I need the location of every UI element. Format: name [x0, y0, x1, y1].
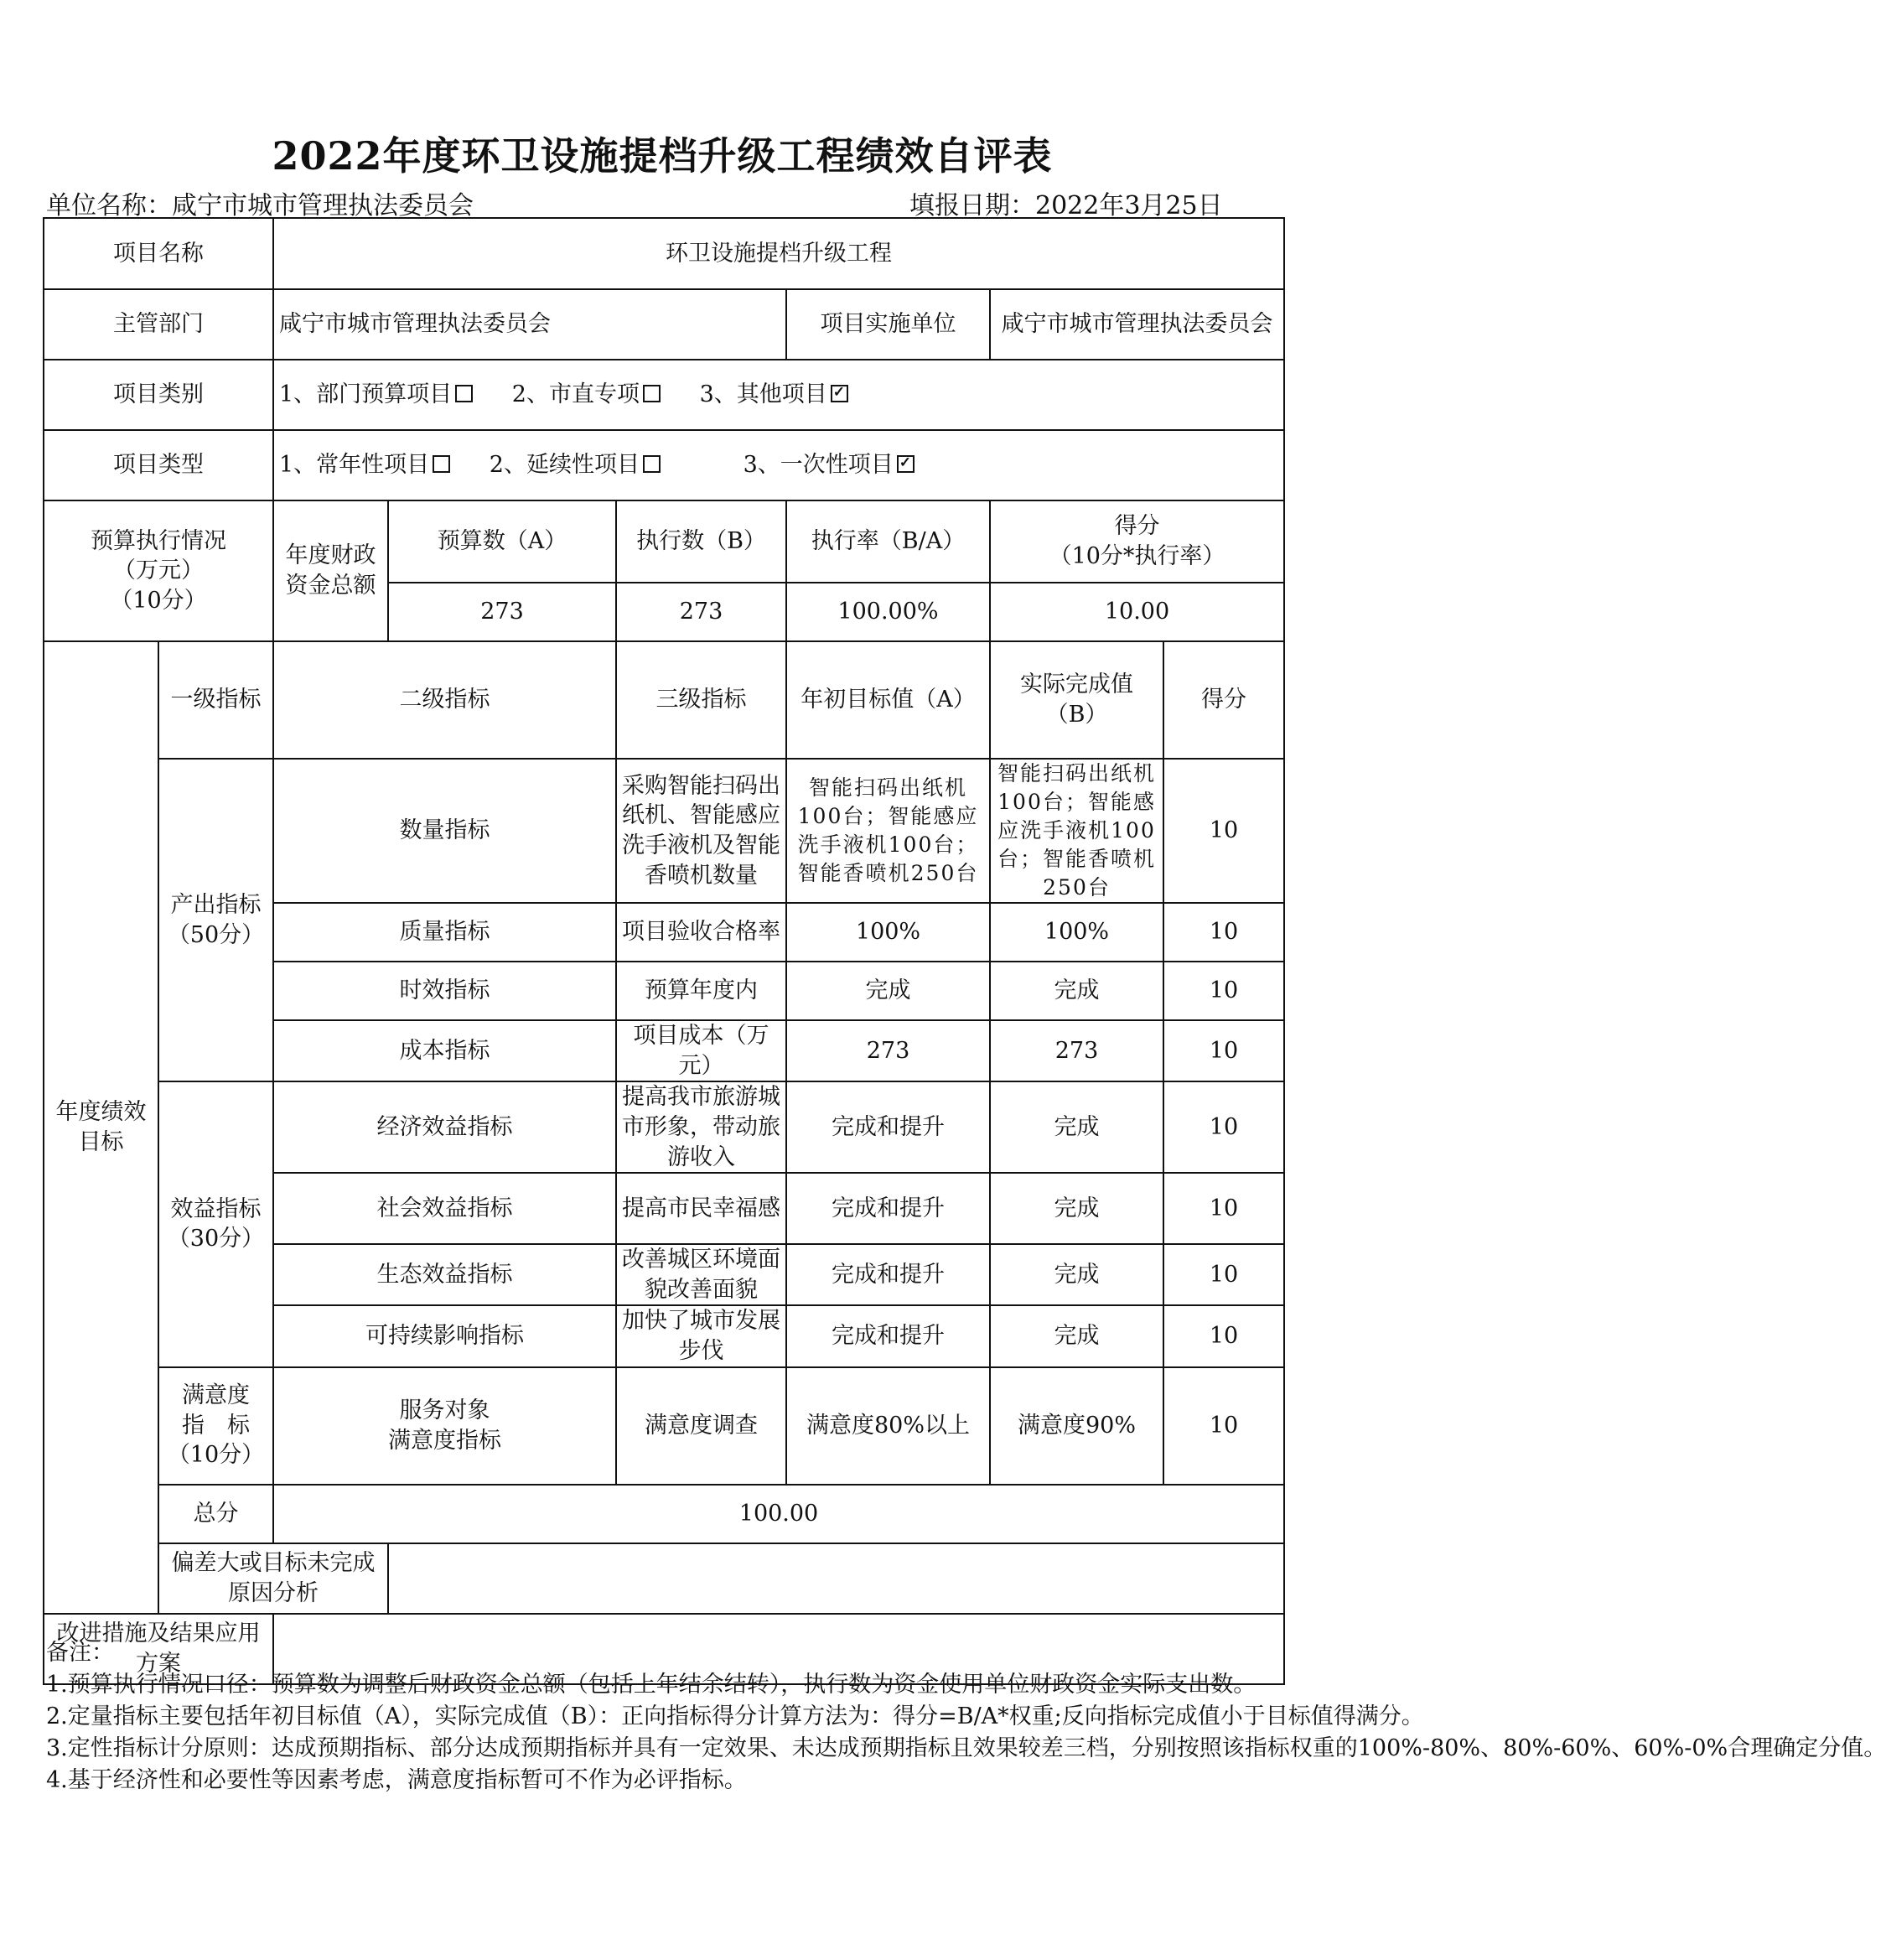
actual-cell: 100%: [990, 903, 1163, 962]
benefit-label-line2: （30分）: [167, 1226, 265, 1252]
satis-label-line1: 满意度: [182, 1382, 250, 1409]
checkbox-checked-icon: [831, 385, 848, 402]
level2-cell: 质量指标: [273, 903, 616, 962]
level3-cell: 提高市民幸福感: [616, 1173, 786, 1244]
exec-rate-header: 执行率（B/A）: [786, 500, 990, 583]
score-cell: 10: [1163, 903, 1284, 962]
output-label-line2: （50分）: [167, 921, 265, 948]
level2-header: 二级指标: [273, 641, 616, 759]
type-option-2: [490, 452, 661, 478]
perf-group-label-line1: 年度绩效: [55, 1099, 147, 1126]
checkbox-icon: [643, 455, 661, 473]
target-cell: 273: [786, 1020, 990, 1081]
impl-unit-label: 项目实施单位: [786, 289, 990, 360]
note-line: 3.定性指标计分原则：达成预期指标、部分达成预期指标并具有一定效果、未达成预期指标且效果较差三档，分别按照该指标权重的100%-80%、80%-60%、60%-0%合理确定分值。: [46, 1735, 1886, 1761]
level3-cell: 提高我市旅游城市形象，带动旅游收入: [616, 1081, 786, 1173]
actual-cell: 完成: [990, 1173, 1163, 1244]
perf-group-label: [44, 641, 158, 1614]
level3-cell: 采购智能扫码出纸机、智能感应洗手液机及智能香喷机数量: [616, 759, 786, 903]
level2-line2: 满意度指标: [388, 1427, 501, 1454]
category-option-3-label: 3、其他项目: [699, 381, 827, 408]
deviation-label: 偏差大或目标未完成原因分析: [158, 1543, 388, 1614]
budget-score-header-line1: 得分: [1114, 513, 1160, 540]
level3-cell: 预算年度内: [616, 962, 786, 1020]
target-cell: 完成和提升: [786, 1305, 990, 1366]
page-title: 2022年度环卫设施提档升级工程绩效自评表: [272, 133, 1053, 179]
annual-fund-label-line1: 年度财政: [285, 542, 376, 569]
table-row: [44, 759, 1284, 903]
actual-cell: 智能扫码出纸机100台；智能感应洗手液机100台；智能香喷机250台: [990, 759, 1163, 903]
benefit-label-line1: 效益指标: [170, 1195, 262, 1222]
type-option-3-label: 3、一次性项目: [743, 452, 894, 479]
satisfaction-indicator-label: [158, 1367, 273, 1485]
actual-cell: 满意度90%: [990, 1367, 1163, 1485]
category-label: 项目类别: [44, 360, 273, 430]
type-options: [273, 430, 1284, 500]
deviation-value: [388, 1543, 1284, 1614]
score-cell: 10: [1163, 1081, 1284, 1173]
budget-score-header: [990, 500, 1284, 583]
type-label: 项目类型: [44, 430, 273, 500]
actual-cell: 273: [990, 1020, 1163, 1081]
level2-cell: 生态效益指标: [273, 1244, 616, 1305]
target-cell: 完成和提升: [786, 1081, 990, 1173]
actual-cell: 完成: [990, 962, 1163, 1020]
output-label-line1: 产出指标: [170, 892, 262, 918]
type-option-3: [744, 452, 915, 478]
level1-header: 一级指标: [158, 641, 273, 759]
level3-cell: 项目验收合格率: [616, 903, 786, 962]
type-option-1: [279, 452, 450, 478]
target-cell: 100%: [786, 903, 990, 962]
dept-label: 主管部门: [44, 289, 273, 360]
level2-cell: 经济效益指标: [273, 1081, 616, 1173]
level3-cell: 满意度调查: [616, 1367, 786, 1485]
level3-header: 三级指标: [616, 641, 786, 759]
score-cell: 10: [1163, 1305, 1284, 1366]
budget-label-line2: （万元）: [113, 557, 204, 584]
score-cell: 10: [1163, 759, 1284, 903]
score-cell: 10: [1163, 1020, 1284, 1081]
annual-fund-label-line2: 资金总额: [285, 573, 376, 599]
level2-cell: 社会效益指标: [273, 1173, 616, 1244]
actual-cell: 完成: [990, 1305, 1163, 1366]
total-value: 100.00: [273, 1485, 1284, 1543]
total-label: 总分: [158, 1485, 273, 1543]
target-cell: 完成: [786, 962, 990, 1020]
project-name-label: 项目名称: [44, 218, 273, 289]
category-option-3: [700, 381, 848, 407]
output-indicator-label: [158, 759, 273, 1081]
budget-amount-value: 273: [388, 583, 616, 641]
category-option-1-label: 1、部门预算项目: [279, 381, 453, 408]
actual-header: [990, 641, 1163, 759]
level3-cell: 加快了城市发展步伐: [616, 1305, 786, 1366]
annual-fund-label: [273, 500, 388, 641]
budget-label: [44, 500, 273, 641]
dept-value: 咸宁市城市管理执法委员会: [273, 289, 786, 360]
budget-score-value: 10.00: [990, 583, 1284, 641]
report-date: 填报日期：2022年3月25日: [909, 191, 1223, 220]
evaluation-table: [43, 217, 1285, 1685]
note-line: 4.基于经济性和必要性等因素考虑，满意度指标暂可不作为必评指标。: [46, 1767, 747, 1793]
project-name-value: 环卫设施提档升级工程: [273, 218, 1284, 289]
category-option-2: [512, 381, 661, 407]
level2-cell: 成本指标: [273, 1020, 616, 1081]
table-row: [44, 1081, 1284, 1173]
target-cell: 智能扫码出纸机100台；智能感应洗手液机100台；智能香喷机250台: [786, 759, 990, 903]
checkbox-icon: [433, 455, 450, 473]
notes: [46, 1637, 1886, 1797]
score-cell: 10: [1163, 962, 1284, 1020]
impl-unit-value: 咸宁市城市管理执法委员会: [990, 289, 1284, 360]
budget-amount-header: 预算数（A）: [388, 500, 616, 583]
score-header: 得分: [1163, 641, 1284, 759]
exec-amount-header: 执行数（B）: [616, 500, 786, 583]
exec-amount-value: 273: [616, 583, 786, 641]
budget-label-line3: （10分）: [110, 587, 207, 614]
level2-cell: [273, 1367, 616, 1485]
actual-header-line2: （B）: [1045, 702, 1108, 728]
category-option-1: [279, 381, 473, 407]
target-cell: 完成和提升: [786, 1244, 990, 1305]
score-cell: 10: [1163, 1244, 1284, 1305]
table-row: [44, 1367, 1284, 1485]
checkbox-icon: [455, 385, 473, 402]
level2-line1: 服务对象: [399, 1397, 490, 1423]
type-option-2-label: 2、延续性项目: [489, 452, 640, 479]
checkbox-checked-icon: [897, 455, 915, 473]
level2-cell: 时效指标: [273, 962, 616, 1020]
target-cell: 满意度80%以上: [786, 1367, 990, 1485]
level3-cell: 改善城区环境面貌改善面貌: [616, 1244, 786, 1305]
unit-name: 单位名称：咸宁市城市管理执法委员会: [46, 191, 474, 220]
benefit-indicator-label: [158, 1081, 273, 1366]
satis-label-line3: （10分）: [167, 1442, 265, 1469]
level3-cell: 项目成本（万元）: [616, 1020, 786, 1081]
score-cell: 10: [1163, 1367, 1284, 1485]
exec-rate-value: 100.00%: [786, 583, 990, 641]
budget-score-header-line2: （10分*执行率）: [1049, 543, 1225, 569]
level2-cell: 数量指标: [273, 759, 616, 903]
actual-header-line1: 实际完成值: [1020, 671, 1133, 698]
actual-cell: 完成: [990, 1081, 1163, 1173]
level2-cell: 可持续影响指标: [273, 1305, 616, 1366]
note-line: 1.预算执行情况口径：预算数为调整后财政资金总额（包括上年结余结转），执行数为资金使用单位财政资金实际支出数。: [46, 1672, 1256, 1698]
satis-label-line2: 指 标: [182, 1412, 250, 1439]
budget-label-line1: 预算执行情况: [91, 527, 226, 554]
category-options: [273, 360, 1284, 430]
actual-cell: 完成: [990, 1244, 1163, 1305]
category-option-2-label: 2、市直专项: [511, 381, 640, 408]
notes-title: 备注：: [46, 1640, 114, 1666]
score-cell: 10: [1163, 1173, 1284, 1244]
target-header: 年初目标值（A）: [786, 641, 990, 759]
note-line: 2.定量指标主要包括年初目标值（A），实际完成值（B）：正向指标得分计算方法为：得分=B/A*权重;反向指标完成值小于目标值得满分。: [46, 1703, 1424, 1729]
target-cell: 完成和提升: [786, 1173, 990, 1244]
improvement-label: 改进措施及结果应用方案: [44, 1614, 273, 1684]
type-option-1-label: 1、常年性项目: [279, 452, 430, 479]
perf-group-label-line2: 目标: [78, 1128, 124, 1155]
checkbox-icon: [643, 385, 661, 402]
